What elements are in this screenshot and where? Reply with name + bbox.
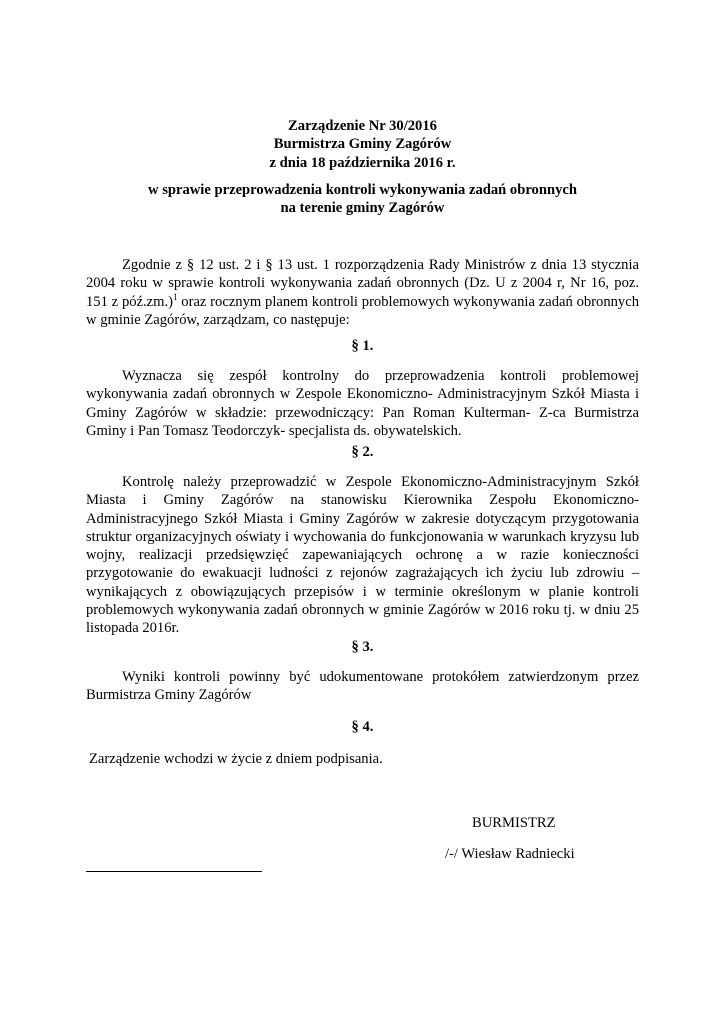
preamble-text: Zgodnie z § 12 ust. 2 i § 13 ust. 1 rozporządzenia Rady Ministrów z dnia 13 stycznia 2004 roku w sprawie kontroli wykonywania zadań obronnych (Dz. U z 2004 r, Nr 16, poz. 151 z póź.zm.)	[86, 257, 639, 310]
document-header	[0, 117, 725, 172]
section-1-heading: § 1.	[351, 338, 374, 354]
section-1-text: Wyznacza się zespół kontrolny do przeprowadzenia kontroli problemowej wykonywania zadań obronnych w Zespole Ekonomiczno- Administracyjnym Szkół Miasta i Gminy Zagórów w składzie: przewodniczący: Pan Roman Kulterman- Z-ca Burmistrza Gminy i Pan Tomasz Teodorczyk- specjalista ds. obywatelskich.	[86, 368, 639, 439]
preamble-paragraph	[86, 256, 639, 329]
section-2-text: Kontrolę należy przeprowadzić w Zespole Ekonomiczno-Administracyjnym Szkół Miasta i Gminy Zagórów na stanowisku Kierownika Zespołu Ekonomiczno-Administracyjnego Szkół Miasta i Gminy Zagórów w zakresie dotyczącym przygotowania struktur organizacyjnych oświaty i wychowania do funkcjonowania w warunkach kryzysu lub wojny, realizacji przedsięwzięć zapewaniających ochronę a w razie konieczności przygotowanie do ewakuacji ludności z rejonów zagrażających ich życiu lub zdrowiu – wynikających z obowiązujących przepisów i w terminie określonym w planie kontroli problemowych wykonywania zadań obronnych w gminie Zagórów w 2016 roku tj. w dniu 25 listopada 2016r.	[86, 474, 639, 637]
section-3-text: Wyniki kontroli powinny być udokumentowane protokółem zatwierdzonym przez Burmistrza Gminy Zagórów	[86, 669, 639, 704]
section-4-text: Zarządzenie wchodzi w życie z dniem podpisania.	[89, 751, 383, 767]
issuing-authority: Burmistrza Gminy Zagórów	[273, 136, 452, 153]
section-3-heading: § 3.	[351, 639, 374, 655]
footnote-reference: 1	[173, 291, 178, 302]
signature-title: BURMISTRZ	[472, 815, 556, 831]
document-subject	[0, 181, 725, 218]
ordinance-number: Zarządzenie Nr 30/2016	[288, 118, 437, 134]
footnote-separator	[86, 871, 262, 872]
section-4-heading: § 4.	[351, 719, 374, 735]
preamble-text-continued: oraz rocznym planem kontroli problemowych wykonywania zadań obronnych w gminie Zagórów, zarządzam, co następuje:	[86, 293, 639, 328]
signature-name: /-/ Wiesław Radniecki	[445, 846, 575, 862]
subject-line-1: w sprawie przeprowadzenia kontroli wykonywania zadań obronnych	[148, 182, 577, 198]
subject-line-2: na terenie gminy Zagórów	[280, 200, 445, 217]
section-2-heading: § 2.	[351, 444, 374, 460]
issue-date: z dnia 18 października 2016 r.	[269, 154, 456, 171]
